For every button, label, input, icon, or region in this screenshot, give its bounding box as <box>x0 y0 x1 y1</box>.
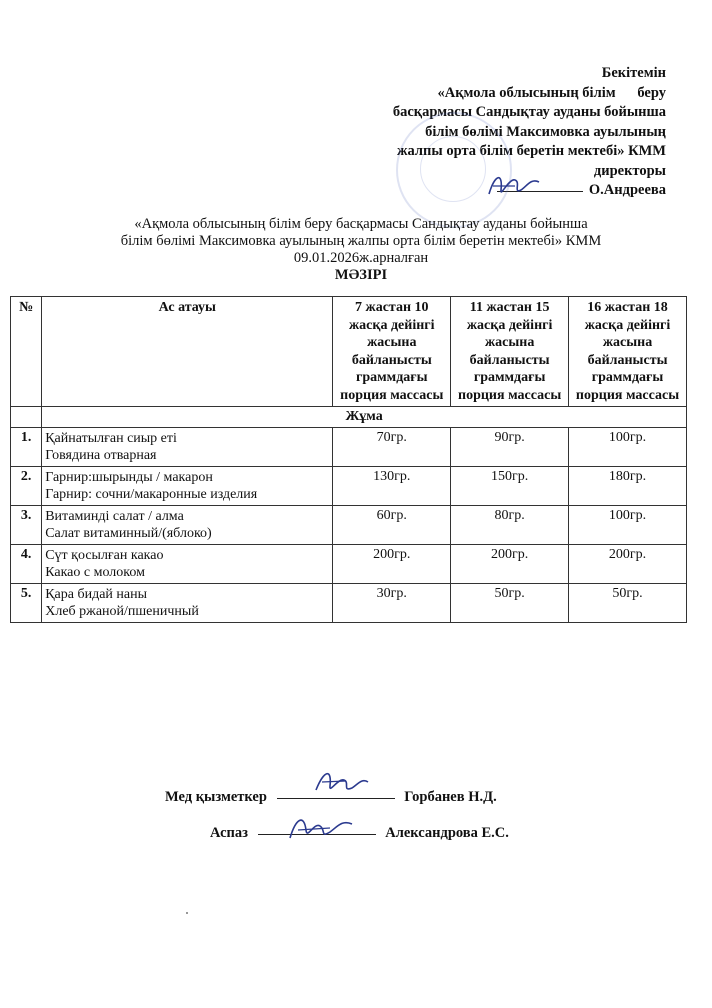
portion-16-18: 100гр. <box>569 428 687 467</box>
table-header-row <box>11 297 687 407</box>
menu-table <box>10 296 687 623</box>
cook-signature-row <box>210 825 509 842</box>
document-header <box>60 216 662 284</box>
portion-7-10: 130гр. <box>333 467 451 506</box>
table-row <box>11 506 687 545</box>
dish-name-kk: Қара бидай наны <box>45 587 148 602</box>
row-number: 4. <box>11 545 42 584</box>
org-name-line: «Ақмола облысының білім беру басқармасы Сандықтау ауданы бойынша <box>134 216 588 232</box>
dish-name <box>42 467 333 506</box>
portion-11-15: 80гр. <box>451 506 569 545</box>
dish-name-ru: Салат витаминный/(яблоко) <box>45 526 212 541</box>
org-name-line: білім бөлімі Максимовка ауылының жалпы орта білім беретін мектебі» КММ <box>120 233 602 249</box>
dish-name-ru: Говядина отварная <box>45 448 157 463</box>
portion-7-10: 60гр. <box>333 506 451 545</box>
dish-name-kk: Витаминді салат / алма <box>45 509 184 524</box>
portion-11-15: 50гр. <box>451 584 569 623</box>
speck <box>186 912 188 914</box>
portion-16-18: 180гр. <box>569 467 687 506</box>
dish-name-kk: Гарнир:шырынды / макарон <box>45 470 213 485</box>
dish-name-ru: Хлеб ржаной/пшеничный <box>45 604 199 619</box>
dish-name <box>42 584 333 623</box>
cook-name: Александрова Е.С. <box>385 825 509 841</box>
portion-11-15: 200гр. <box>451 545 569 584</box>
approval-org-line: басқармасы Сандықтау ауданы бойынша <box>392 104 666 120</box>
row-number: 5. <box>11 584 42 623</box>
column-header: 7 жастан 10 жасқа дейінгі жасына байланысты граммдағы порция массасы <box>333 297 451 407</box>
menu-date: 09.01.2026ж.арналған <box>293 250 429 266</box>
column-header: № <box>11 297 42 407</box>
table-row <box>11 428 687 467</box>
row-number: 2. <box>11 467 42 506</box>
approval-org-line: «Ақмола облысының білім беру <box>437 84 666 101</box>
dish-name <box>42 428 333 467</box>
approval-signer: О.Андреева <box>588 182 666 198</box>
table-row <box>11 584 687 623</box>
column-header: Ас атауы <box>42 297 333 407</box>
portion-16-18: 100гр. <box>569 506 687 545</box>
approval-position: директоры <box>593 162 666 179</box>
table-row <box>11 467 687 506</box>
menu-title: МӘЗІРІ <box>334 267 388 283</box>
table-cell <box>11 407 42 428</box>
cook-signature <box>286 810 358 846</box>
portion-11-15: 90гр. <box>451 428 569 467</box>
row-number: 3. <box>11 506 42 545</box>
med-signature <box>312 766 372 800</box>
row-number: 1. <box>11 428 42 467</box>
approval-title: Бекітемін <box>601 65 666 81</box>
med-label: Мед қызметкер <box>165 789 267 805</box>
approval-org-line: жалпы орта білім беретін мектебі» КММ <box>397 143 666 159</box>
dish-name-ru: Гарнир: сочни/макаронные изделия <box>45 487 258 502</box>
portion-16-18: 50гр. <box>569 584 687 623</box>
dish-name-kk: Сүт қосылған какао <box>45 548 164 563</box>
day-label: Жұма <box>42 407 687 428</box>
cook-label: Аспаз <box>210 825 248 841</box>
table-row <box>11 545 687 584</box>
portion-7-10: 70гр. <box>333 428 451 467</box>
day-row <box>11 407 687 428</box>
portion-7-10: 30гр. <box>333 584 451 623</box>
dish-name-ru: Какао с молоком <box>45 565 145 580</box>
portion-11-15: 150гр. <box>451 467 569 506</box>
portion-7-10: 200гр. <box>333 545 451 584</box>
approval-org-line: білім бөлімі Максимовка ауылының <box>425 123 666 140</box>
column-header: 11 жастан 15 жасқа дейінгі жасына байланысты граммдағы порция массасы <box>451 297 569 407</box>
dish-name <box>42 545 333 584</box>
med-name: Горбанев Н.Д. <box>404 789 497 805</box>
dish-name-kk: Қайнатылған сиыр еті <box>45 431 177 446</box>
portion-16-18: 200гр. <box>569 545 687 584</box>
column-header: 16 жастан 18 жасқа дейінгі жасына байланысты граммдағы порция массасы <box>569 297 687 407</box>
dish-name <box>42 506 333 545</box>
director-signature <box>485 168 545 202</box>
